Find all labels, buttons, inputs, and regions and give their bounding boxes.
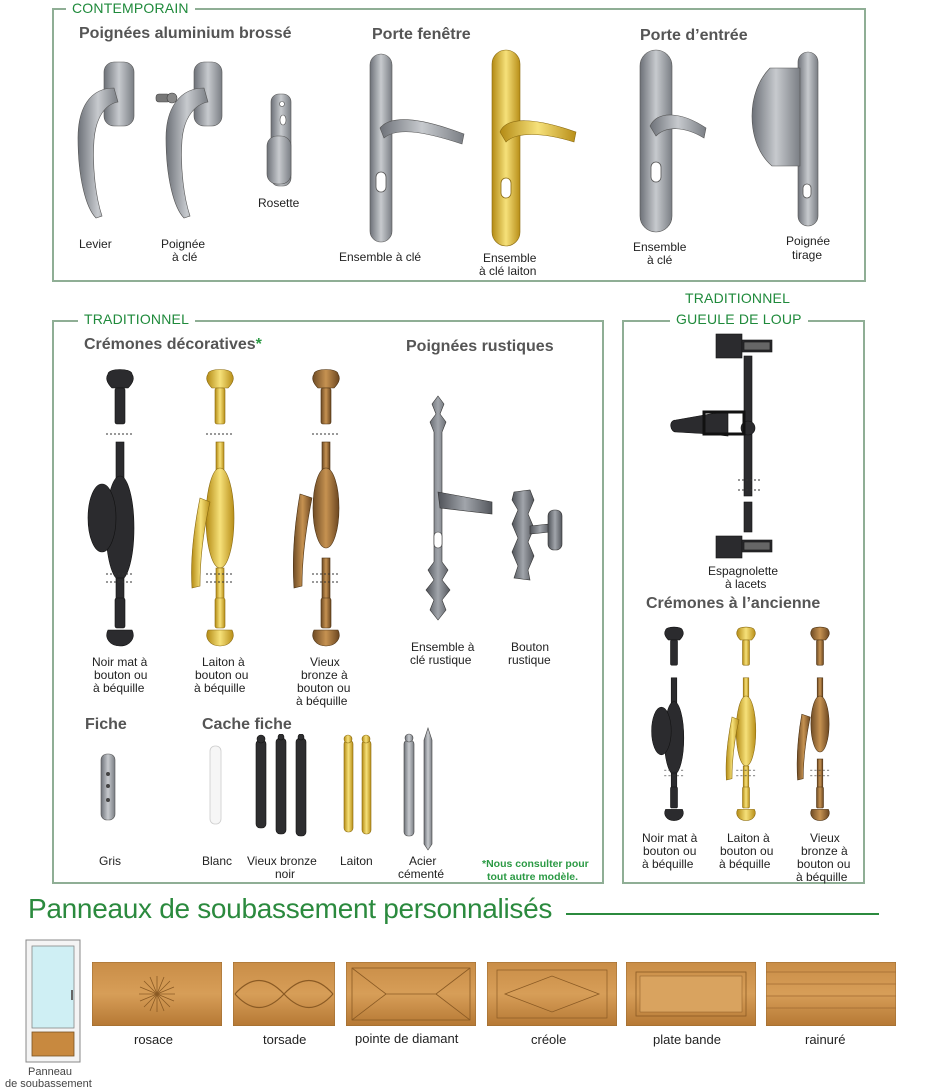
cache-acier-caption-2: cémenté [398, 867, 445, 881]
cremone-bronze-caption-4: à béquille [296, 694, 348, 708]
ensemble-laiton-caption-1: Ensemble [483, 251, 537, 265]
cremones-heading: Crémones décoratives* [84, 336, 262, 353]
cremone-laiton-caption-1: Laiton à [202, 655, 245, 669]
cremone-noir-caption-2: bouton ou [94, 668, 148, 682]
panneaux-title-rule [566, 913, 879, 915]
panel-plate-bande [626, 962, 756, 1026]
cache-acier-image [398, 726, 444, 852]
ancienne-heading: Crémones à l’ancienne [646, 595, 821, 612]
ancienne-bronze-caption-1: Vieux [810, 831, 840, 845]
panel-caption-rainure: rainuré [805, 1032, 846, 1047]
gueule-title-1: TRADITIONNEL [679, 290, 796, 306]
rosette-image [264, 92, 296, 190]
cremone-bronze-caption-2: bronze à [301, 668, 348, 682]
cremone-laiton-image [180, 368, 260, 648]
porte-fenetre-heading: Porte fenêtre [372, 26, 471, 43]
ensemble-rustique-caption-2: clé rustique [410, 653, 472, 667]
poignee-tirage-caption-1: Poignée [786, 234, 831, 248]
cache-blanc-image [208, 744, 224, 826]
consult-note-1: *Nous consulter pour [482, 858, 589, 870]
ensemble-laiton-caption-2: à clé laiton [479, 264, 537, 278]
cache-vieux-bronze-caption-1: Vieux bronze [247, 854, 317, 868]
ancienne-bronze-caption-2: bronze à [801, 844, 848, 858]
panel-rainure [766, 962, 896, 1026]
panel-torsade [233, 962, 335, 1026]
cache-blanc-caption: Blanc [202, 854, 233, 868]
panel-creole [487, 962, 617, 1026]
levier-caption: Levier [79, 237, 112, 251]
espagnolette-image [668, 332, 774, 560]
panel-caption-rosace: rosace [134, 1032, 174, 1047]
rustiques-heading: Poignées rustiques [406, 338, 554, 355]
fiche-heading: Fiche [85, 716, 127, 733]
cache-vieux-bronze-image [250, 734, 312, 838]
cache-laiton-caption: Laiton [340, 854, 373, 868]
cremone-bronze-caption-3: bouton ou [297, 681, 351, 695]
poignee-cle-caption-2: à clé [172, 250, 198, 264]
cremone-laiton-caption-3: à béquille [194, 681, 246, 695]
ancienne-bronze-image [792, 624, 848, 824]
rosette-caption: Rosette [258, 196, 300, 210]
ensemble-cle-pe-image [636, 48, 708, 236]
porte-entree-heading: Porte d’entrée [640, 27, 748, 44]
ancienne-laiton-caption-2: bouton ou [720, 844, 774, 858]
ensemble-cle-pe-caption-2: à clé [647, 253, 673, 267]
poignee-tirage-caption-2: tirage [792, 248, 823, 262]
espagnolette-caption-2: à lacets [725, 577, 767, 591]
bouton-rustique-caption-2: rustique [508, 653, 551, 667]
ancienne-laiton-image [718, 624, 774, 824]
ancienne-laiton-caption-1: Laiton à [727, 831, 770, 845]
panneaux-title: Panneaux de soubassement personnalisés [28, 893, 553, 924]
cremone-noir-caption-1: Noir mat à [92, 655, 148, 669]
cremone-noir-image [80, 368, 160, 648]
ensemble-cle-pf-image [360, 52, 466, 244]
fiche-gris-image [98, 752, 120, 822]
ensemble-rustique-image [412, 392, 496, 622]
door-diagram [24, 938, 82, 1064]
poignee-tirage-image [750, 50, 822, 228]
ensemble-cle-laiton-image [486, 48, 578, 248]
alu-heading: Poignées aluminium brossé [79, 25, 292, 42]
panel-caption-creole: créole [531, 1032, 567, 1047]
bouton-rustique-caption-1: Bouton [511, 640, 550, 654]
cremone-bronze-image [286, 368, 366, 648]
traditionnel-title: TRADITIONNEL [78, 311, 195, 327]
door-label-2: de soubassement [5, 1078, 92, 1090]
bouton-rustique-image [508, 486, 572, 582]
fiche-gris-caption: Gris [99, 854, 121, 868]
ancienne-noir-caption-2: bouton ou [643, 844, 697, 858]
gueule-title-2: GUEULE DE LOUP [670, 311, 808, 327]
ancienne-noir-image [646, 624, 702, 824]
cremone-laiton-caption-2: bouton ou [195, 668, 249, 682]
ancienne-noir-caption-3: à béquille [642, 857, 694, 871]
cremone-noir-caption-3: à béquille [93, 681, 145, 695]
cache-acier-caption-1: Acier [409, 854, 437, 868]
poignee-cle-caption-1: Poignée [161, 237, 206, 251]
levier-image [70, 58, 140, 223]
ancienne-noir-caption-1: Noir mat à [642, 831, 698, 845]
panel-caption-pointe-diamant: pointe de diamant [355, 1031, 459, 1046]
door-label-1: Panneau [28, 1066, 73, 1078]
ensemble-cle-pe-caption-1: Ensemble [633, 240, 687, 254]
consult-note-2: tout autre modèle. [487, 871, 579, 883]
cache-fiche-heading: Cache fiche [202, 716, 292, 733]
cache-laiton-image [338, 734, 378, 838]
ensemble-cle-pf-caption: Ensemble à clé [339, 250, 422, 264]
poignee-cle-image [152, 58, 227, 223]
espagnolette-caption-1: Espagnolette [708, 564, 779, 578]
ancienne-bronze-caption-4: à béquille [796, 870, 848, 884]
panel-pointe-diamant [346, 962, 476, 1026]
cache-vieux-bronze-caption-2: noir [275, 867, 296, 881]
ancienne-bronze-caption-3: bouton ou [797, 857, 851, 871]
ensemble-rustique-caption-1: Ensemble à [411, 640, 475, 654]
panel-caption-torsade: torsade [263, 1032, 307, 1047]
panel-caption-plate-bande: plate bande [653, 1032, 721, 1047]
contemporain-title: CONTEMPORAIN [66, 0, 195, 16]
ancienne-laiton-caption-3: à béquille [719, 857, 771, 871]
panel-rosace [92, 962, 222, 1026]
cremone-bronze-caption-1: Vieux [310, 655, 340, 669]
